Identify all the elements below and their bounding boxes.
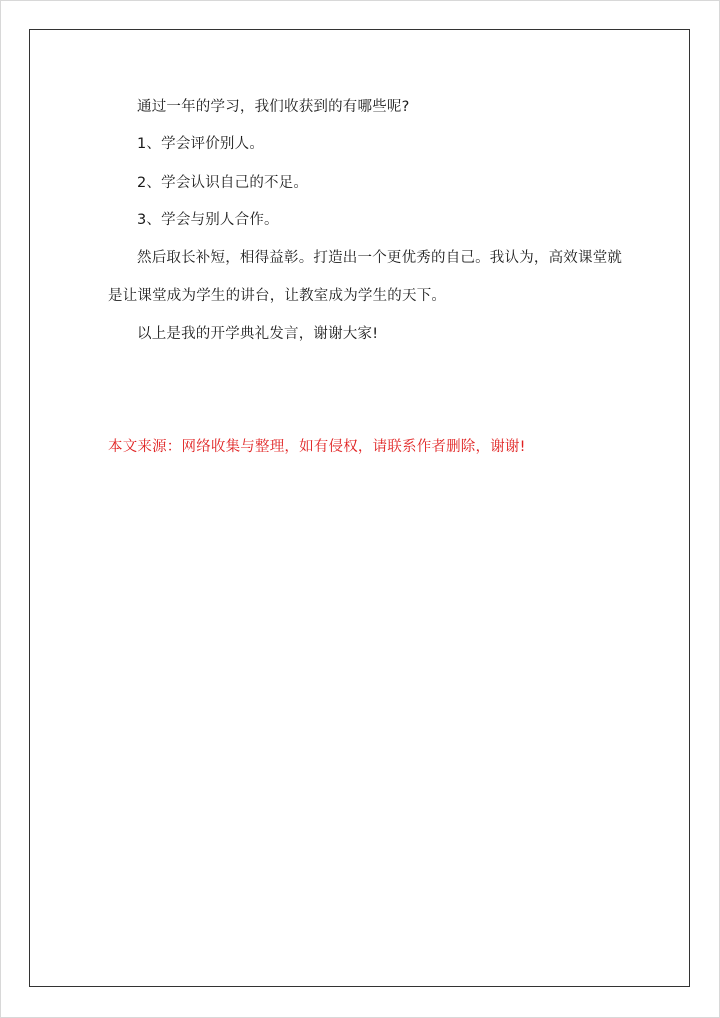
list-item-2: 2、学会认识自己的不足。: [137, 175, 309, 191]
source-note: 本文来源：网络收集与整理，如有侵权，请联系作者删除，谢谢!: [108, 439, 526, 455]
list-item-3: 3、学会与别人合作。: [137, 212, 279, 228]
paragraph-closing: 以上是我的开学典礼发言，谢谢大家!: [137, 326, 379, 342]
page-border: [29, 29, 690, 987]
paragraph-conclusion-line-2: 是让课堂成为学生的讲台，让教室成为学生的天下。: [108, 288, 447, 304]
list-item-1: 1、学会评价别人。: [137, 136, 265, 152]
paragraph-conclusion-line-1: 然后取长补短，相得益彰。打造出一个更优秀的自己。我认为，高效课堂就: [137, 250, 623, 266]
paragraph-question: 通过一年的学习，我们收获到的有哪些呢?: [137, 99, 410, 115]
